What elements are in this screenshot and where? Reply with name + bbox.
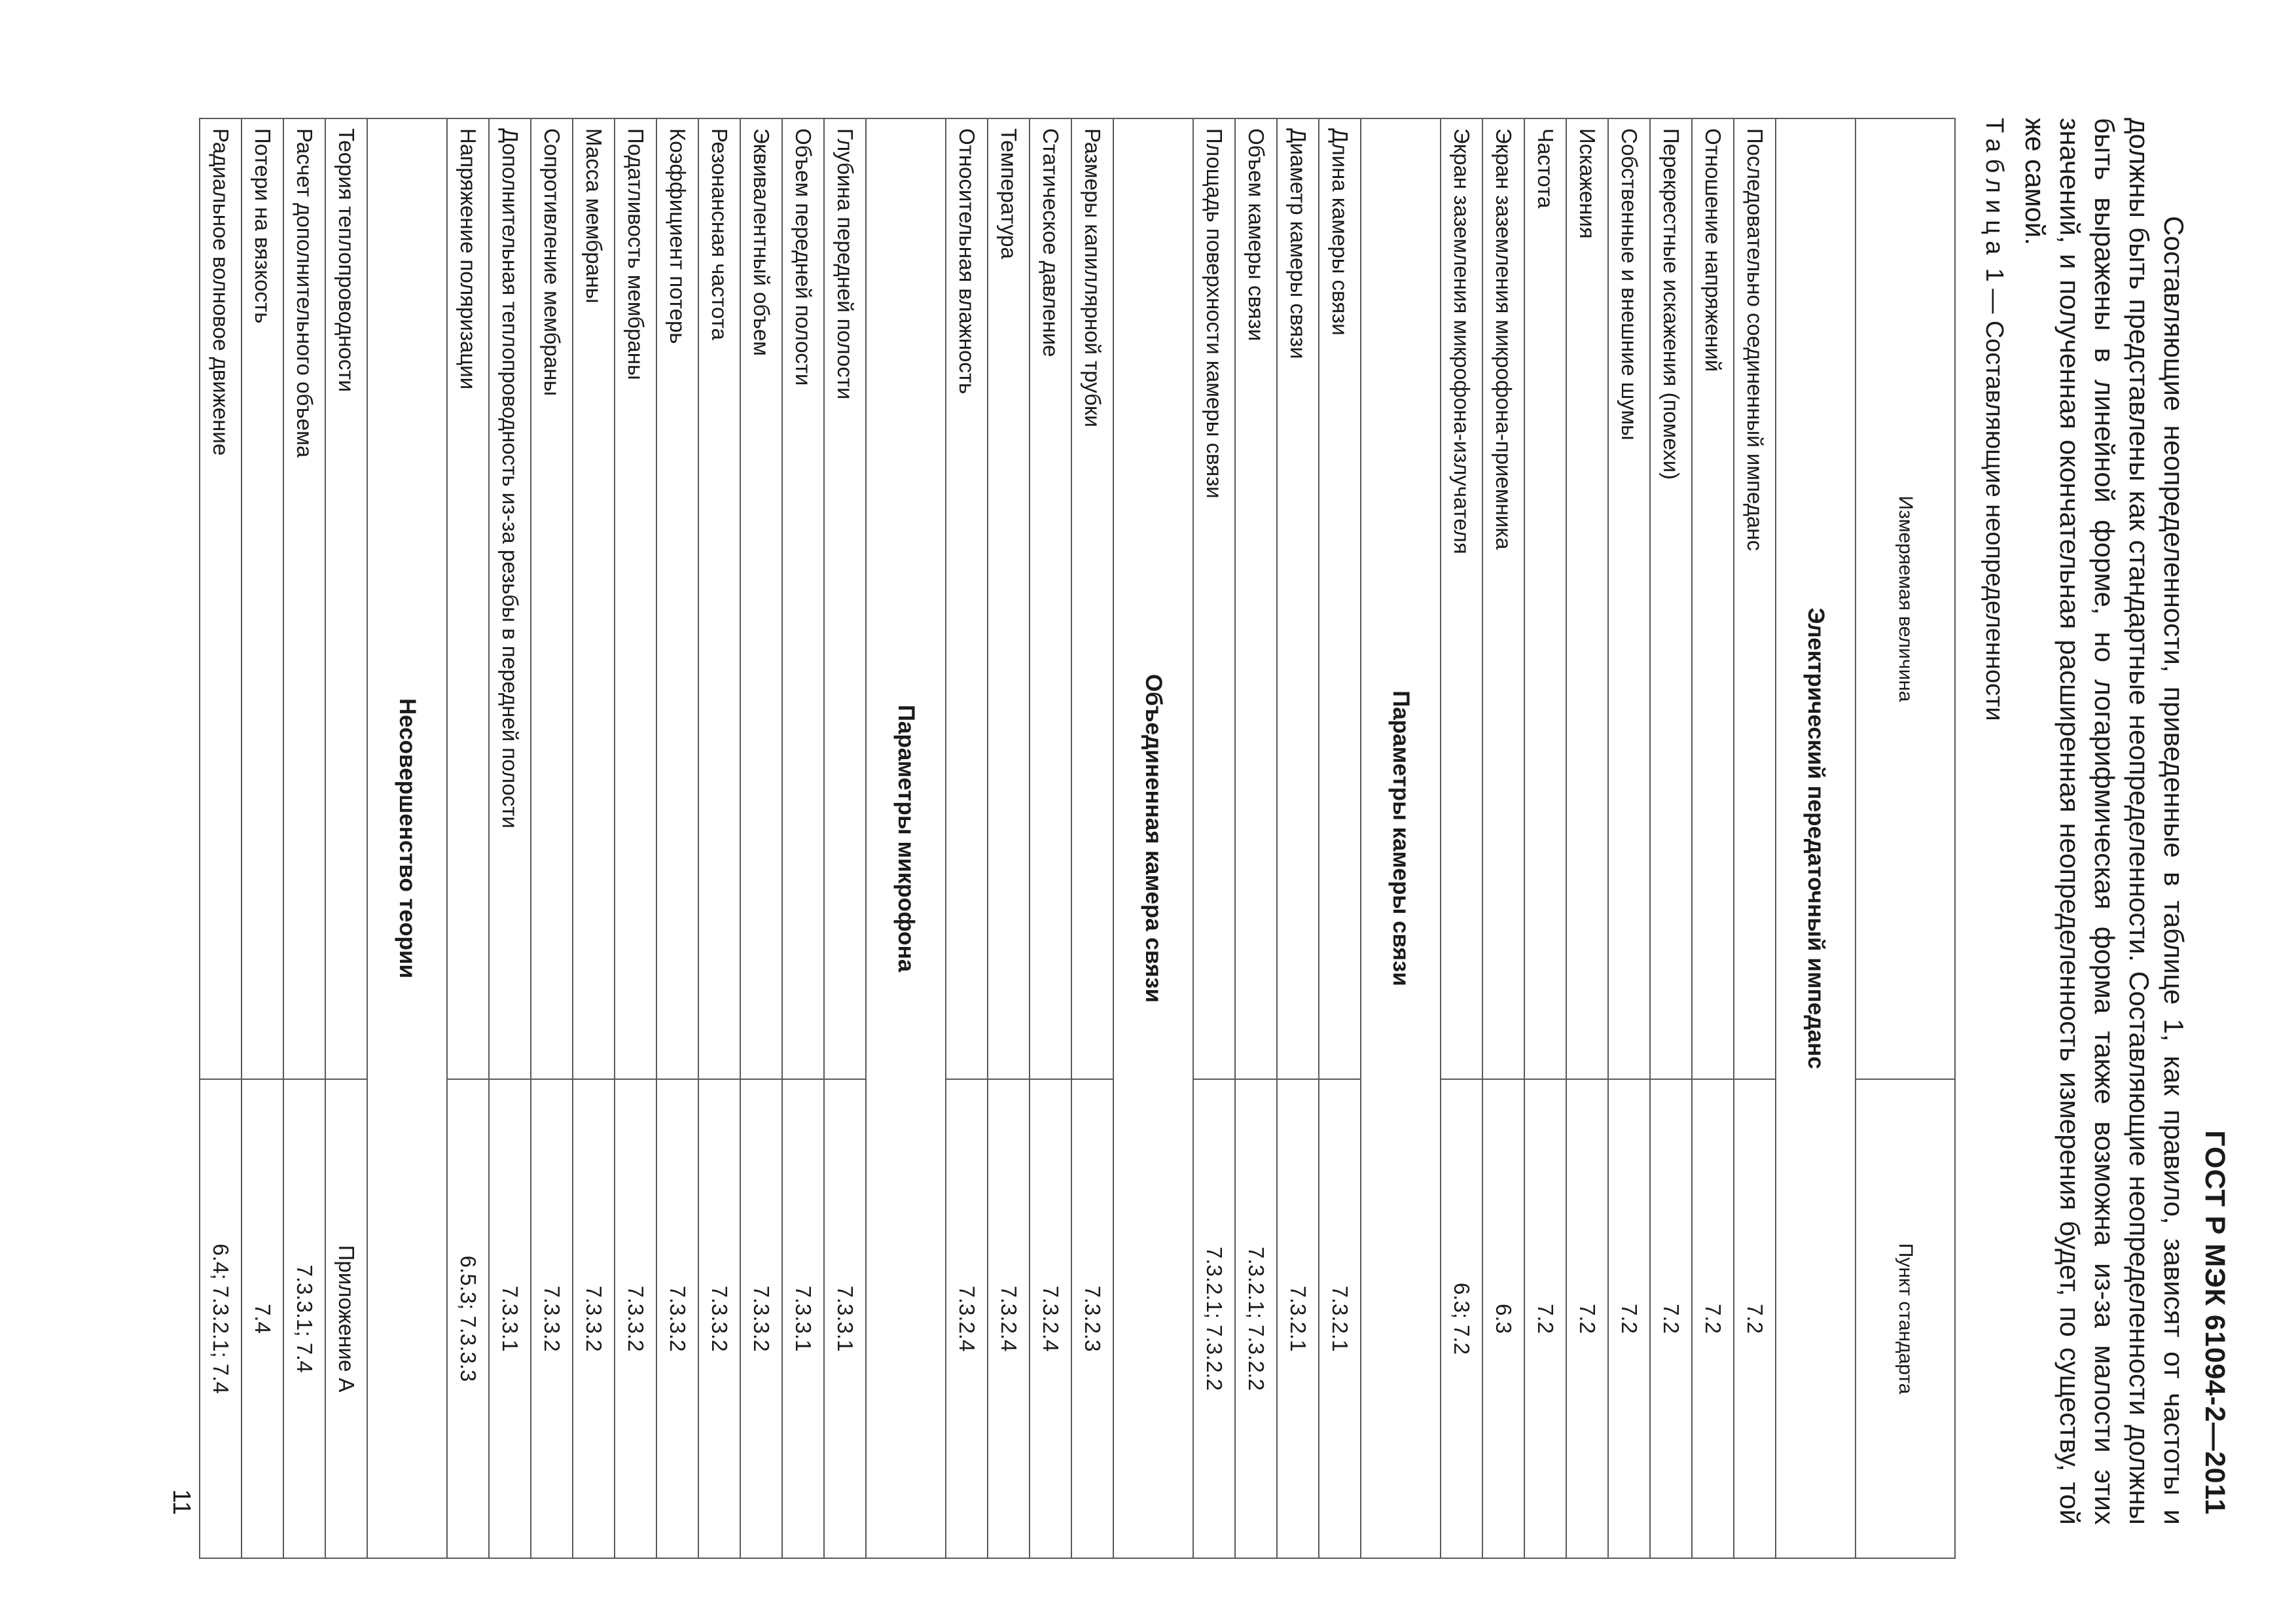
table-row: [1566, 118, 1608, 1558]
table-row: [1482, 118, 1524, 1558]
reference-cell: 7.3.2.1; 7.3.2.2: [1193, 1079, 1235, 1558]
table-row: [531, 118, 573, 1558]
quantity-cell: Диаметр камеры связи: [1277, 118, 1319, 1079]
reference-cell: Приложение А: [325, 1079, 367, 1558]
table-row: [824, 118, 866, 1558]
section-title: Несовершенство теории: [367, 118, 447, 1558]
table-row: [656, 118, 698, 1558]
table-row: [573, 118, 615, 1558]
reference-cell: 7.3.2.4: [988, 1079, 1030, 1558]
table-row: [988, 118, 1030, 1558]
intro-paragraph: Составляющие неопределенности, приведенные в таблице 1, как правило, зависят от частоты и должны быть представлены как стандартные неопределенности. Составляющие неопределенности должны быть выражены в линейной форме, но логарифмическая форма также возможна из-за малости этих значений, и полученная окончательная расширенная неопределенность измерения будет, по существу, той же самой.: [2020, 118, 2189, 1525]
quantity-cell: Перекрестные искажения (помехи): [1650, 118, 1692, 1079]
quantity-cell: Коэффициент потерь: [656, 118, 698, 1079]
table-caption-title: Составляющие неопределенности: [1981, 320, 2008, 721]
reference-cell: 7.2: [1608, 1079, 1650, 1558]
section-row: [866, 118, 946, 1558]
reference-cell: 7.3.3.2: [615, 1079, 656, 1558]
table-row: [1277, 118, 1319, 1558]
section-row: [1113, 118, 1193, 1558]
table-row: [1524, 118, 1566, 1558]
table-row: [946, 118, 988, 1558]
reference-cell: 7.3.3.2: [531, 1079, 573, 1558]
reference-cell: 7.3.3.1: [489, 1079, 531, 1558]
table-row: [489, 118, 531, 1558]
quantity-cell: Статическое давление: [1030, 118, 1071, 1079]
section-title: Объединенная камера связи: [1113, 118, 1193, 1558]
table-row: [782, 118, 824, 1558]
uncertainty-table: [199, 118, 1956, 1559]
column-header-quantity: Измеряемая величина: [1856, 118, 1955, 1079]
quantity-cell: Эквивалентный объем: [740, 118, 782, 1079]
quantity-cell: Потери на вязкость: [242, 118, 283, 1079]
reference-cell: 7.3.3.2: [698, 1079, 740, 1558]
table-caption-number: 1: [1981, 268, 2008, 282]
table-header-row: [1856, 118, 1955, 1558]
reference-cell: 7.2: [1734, 1079, 1776, 1558]
column-header-reference: Пункт стандарта: [1856, 1079, 1955, 1558]
table-row: [200, 118, 242, 1558]
table-row: [615, 118, 656, 1558]
table-row: [1441, 118, 1482, 1558]
reference-cell: 7.3.3.2: [656, 1079, 698, 1558]
reference-cell: 7.3.3.2: [740, 1079, 782, 1558]
section-title: Параметры микрофона: [866, 118, 946, 1558]
table-row: [1650, 118, 1692, 1558]
reference-cell: 7.3.2.1: [1277, 1079, 1319, 1558]
table-row: [1235, 118, 1277, 1558]
reference-cell: 7.3.3.2: [573, 1079, 615, 1558]
reference-cell: 6.3; 7.2: [1441, 1079, 1482, 1558]
quantity-cell: Масса мембраны: [573, 118, 615, 1079]
table-row: [447, 118, 489, 1558]
reference-cell: 7.2: [1650, 1079, 1692, 1558]
table-caption-label: Таблица: [1981, 118, 2008, 261]
quantity-cell: Резонансная частота: [698, 118, 740, 1079]
reference-cell: 7.3.3.1: [824, 1079, 866, 1558]
reference-cell: 7.3.2.1; 7.3.2.2: [1235, 1079, 1277, 1558]
reference-cell: 7.2: [1566, 1079, 1608, 1558]
reference-cell: 7.4: [242, 1079, 283, 1558]
table-row: [1692, 118, 1734, 1558]
section-row: [1776, 118, 1856, 1558]
quantity-cell: Температура: [988, 118, 1030, 1079]
quantity-cell: Объем передней полости: [782, 118, 824, 1079]
quantity-cell: Экран заземления микрофона-приемника: [1482, 118, 1524, 1079]
section-row: [1361, 118, 1441, 1558]
quantity-cell: Податливость мембраны: [615, 118, 656, 1079]
quantity-cell: Размеры капиллярной трубки: [1071, 118, 1113, 1079]
table-row: [1734, 118, 1776, 1558]
table-row: [1193, 118, 1235, 1558]
table-row: [283, 118, 325, 1558]
table-row: [1319, 118, 1361, 1558]
quantity-cell: Напряжение поляризации: [447, 118, 489, 1079]
reference-cell: 6.4; 7.3.2.1; 7.4: [200, 1079, 242, 1558]
table-row: [325, 118, 367, 1558]
quantity-cell: Сопротивление мембраны: [531, 118, 573, 1079]
quantity-cell: Отношение напряжений: [1692, 118, 1734, 1079]
quantity-cell: Длина камеры связи: [1319, 118, 1361, 1079]
table-caption: [1980, 118, 2008, 721]
quantity-cell: Искажения: [1566, 118, 1608, 1079]
quantity-cell: Относительная влажность: [946, 118, 988, 1079]
reference-cell: 7.3.2.4: [946, 1079, 988, 1558]
reference-cell: 6.3: [1482, 1079, 1524, 1558]
quantity-cell: Частота: [1524, 118, 1566, 1079]
quantity-cell: Объем камеры связи: [1235, 118, 1277, 1079]
table-row: [1030, 118, 1071, 1558]
reference-cell: 7.3.2.3: [1071, 1079, 1113, 1558]
reference-cell: 6.5.3; 7.3.3.3: [447, 1079, 489, 1558]
reference-cell: 7.3.2.4: [1030, 1079, 1071, 1558]
table-caption-dash: —: [1981, 289, 2008, 314]
table-row: [1608, 118, 1650, 1558]
quantity-cell: Последовательно соединенный импеданс: [1734, 118, 1776, 1079]
section-title: Электрический передаточный импеданс: [1776, 118, 1856, 1558]
quantity-cell: Площадь поверхности камеры связи: [1193, 118, 1235, 1079]
reference-cell: 7.3.3.1: [782, 1079, 824, 1558]
document-header: ГОСТ Р МЭК 61094-2—2011: [2199, 1130, 2231, 1515]
quantity-cell: Экран заземления микрофона-излучателя: [1441, 118, 1482, 1079]
table-row: [1071, 118, 1113, 1558]
reference-cell: 7.2: [1692, 1079, 1734, 1558]
quantity-cell: Собственные и внешние шумы: [1608, 118, 1650, 1079]
quantity-cell: Радиальное волновое движение: [200, 118, 242, 1079]
reference-cell: 7.3.2.1: [1319, 1079, 1361, 1558]
table-row: [242, 118, 283, 1558]
quantity-cell: Дополнительная теплопроводность из-за резьбы в передней полости: [489, 118, 531, 1079]
quantity-cell: Теория теплопроводности: [325, 118, 367, 1079]
page-number: 11: [168, 1489, 195, 1515]
quantity-cell: Глубина передней полости: [824, 118, 866, 1079]
reference-cell: 7.3.3.1; 7.4: [283, 1079, 325, 1558]
table-row: [740, 118, 782, 1558]
quantity-cell: Расчет дополнительного объема: [283, 118, 325, 1079]
section-row: [367, 118, 447, 1558]
section-title: Параметры камеры связи: [1361, 118, 1441, 1558]
reference-cell: 7.2: [1524, 1079, 1566, 1558]
table-row: [698, 118, 740, 1558]
